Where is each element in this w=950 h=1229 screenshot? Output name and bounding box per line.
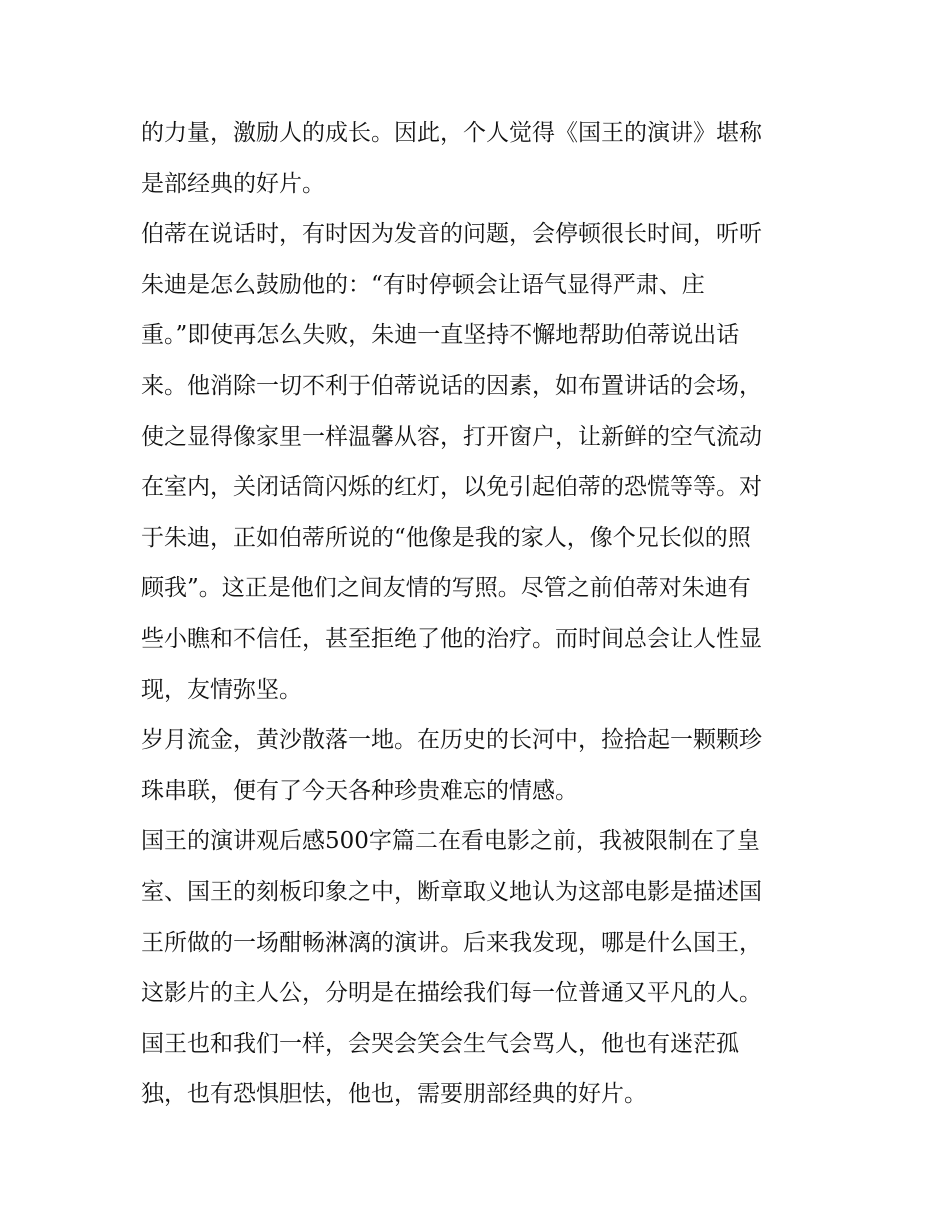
- text-line: 在室内，关闭话筒闪烁的红灯，以免引起伯蒂的恐慌等等。对: [141, 474, 762, 501]
- text-line: 国王也和我们一样，会哭会笑会生气会骂人，他也有迷茫孤: [141, 1030, 739, 1057]
- text-line: 岁月流金，黄沙散落一地。在历史的长河中，捡拾起一颗颗珍: [141, 727, 762, 754]
- text-line: 室、国王的刻板印象之中，断章取义地认为这部电影是描述国: [141, 878, 762, 905]
- text-line: 顾我”。这正是他们之间友情的写照。尽管之前伯蒂对朱迪有: [141, 575, 751, 602]
- text-line: 珠串联，便有了今天各种珍贵难忘的情感。: [141, 777, 578, 804]
- text-line: 使之显得像家里一样温馨从容，打开窗户，让新鲜的空气流动: [141, 423, 762, 450]
- text-line: 这影片的主人公，分明是在描绘我们每一位普通又平凡的人。: [141, 980, 762, 1007]
- text-line: 朱迪是怎么鼓励他的：“有时停顿会让语气显得严肃、庄: [141, 271, 705, 298]
- text-line: 是部经典的好片。: [141, 170, 325, 197]
- text-line: 独，也有恐惧胆怯，他也，需要朋部经典的好片。: [141, 1081, 647, 1108]
- text-line: 于朱迪，正如伯蒂所说的“他像是我的家人，像个兄长似的照: [141, 524, 751, 551]
- document-body-text: [141, 108, 821, 1120]
- text-line: 的力量，激励人的成长。因此，个人觉得《国王的演讲》堪称: [141, 120, 762, 146]
- text-line: 些小瞧和不信任，甚至拒绝了他的治疗。而时间总会让人性显: [141, 625, 762, 652]
- text-line: 来。他消除一切不利于伯蒂说话的因素，如布置讲话的会场，: [141, 372, 762, 399]
- text-line: 重。”即使再怎么失败，朱迪一直坚持不懈地帮助伯蒂说出话: [141, 322, 740, 349]
- text-line: 现，友情弥坚。: [141, 676, 302, 703]
- text-line: 伯蒂在说话时，有时因为发音的问题，会停顿很长时间，听听: [141, 221, 762, 248]
- text-line: 王所做的一场酣畅淋漓的演讲。后来我发现，哪是什么国王，: [141, 929, 762, 956]
- text-line: 国王的演讲观后感500字篇二在看电影之前，我被限制在了皇: [141, 828, 760, 855]
